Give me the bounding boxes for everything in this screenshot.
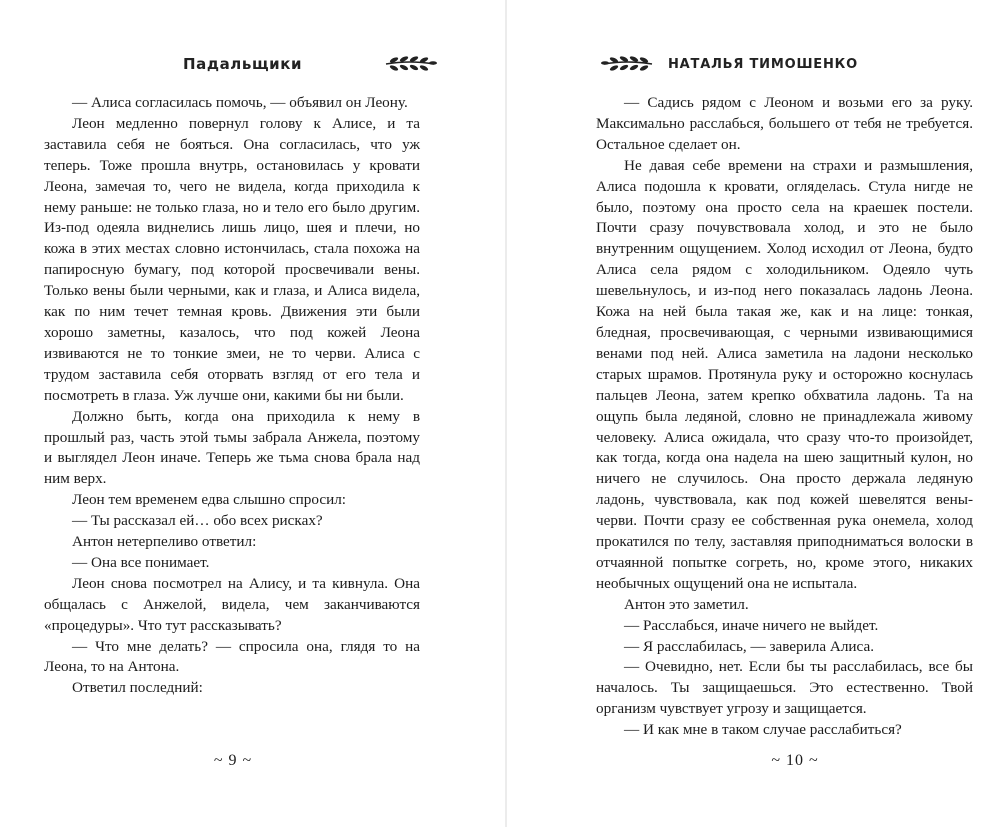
page-number-left: ~ 9 ~: [213, 752, 253, 769]
paragraph: Не давая себе времени на страхи и размышления, Алиса подошла к кровати, огляделась. Стула нигде не было, поэтому она просто села на краешек постели. Почти сразу почувствовала холод, и это не было внутренним ощущением. Холод исходил от Леона, будто Алиса села рядом с холодильником. Одеяло чуть шевельнулось, и из-под него показалась ладонь Леона. Кожа на ней была такая же, как и на лице: тонкая, бледная, просвечивающая, с черными извивающимися венами под ней. Алиса заметила на ладони несколько старых шрамов. Протянула руку и осторожно коснулась пальцев Леона, затем крепко обхватила ладонь. Та на ощупь была ледяной, словно не принадлежала живому человеку. Алиса ожидала, что сразу что-то произойдет, как тогда, когда она надела на шею защитный кулон, но ничего не случилось. Она просто держала ледяную ладонь, чувствовала, как под кожей шевелятся вены-черви. Почти сразу ее собственная рука онемела, холод прокатился по телу, заставляя приподниматься волоски в отчаянной попытке согреть, но, кроме этого, никаких необычных ощущений она не испытала.: [596, 156, 973, 592]
paragraph: — Я расслабилась, — заверила Алиса.: [624, 637, 875, 655]
paragraph: Должно быть, когда она приходила к нему в прошлый раз, часть этой тьмы забрала Анжела, поэтому и выглядел Леон иначе. Теперь же тьма снова брала над ним верх.: [44, 407, 420, 488]
running-head-right: [600, 52, 858, 76]
author-name: НАТАЛЬЯ ТИМОШЕНКО: [668, 56, 858, 72]
paragraph: Леон снова посмотрел на Алису, и та кивнула. Она общалась с Анжелой, видела, чем заканчиваются «процедуры». Что тут рассказывать?: [44, 574, 420, 634]
laurel-branch-ornament-icon: [600, 54, 656, 74]
paragraph: — Что мне делать? — спросила она, глядя то на Леона, то на Антона.: [44, 637, 420, 676]
paragraph: — Садись рядом с Леоном и возьми его за руку. Максимально расслабься, большего от тебя не требуется. Остальное сделает он.: [596, 94, 973, 153]
page-number-right: ~ 10 ~: [771, 752, 819, 769]
paragraph: — Очевидно, нет. Если бы ты расслабилась, все бы началось. Ты защищаешься. Это естественно. Твой организм чувствует угрозу и защищается.: [596, 658, 973, 718]
paragraph: — Алиса согласилась помочь, — объявил он Леону.: [72, 94, 408, 111]
paragraph: — Расслабься, иначе ничего не выйдет.: [624, 616, 879, 634]
right-page: [507, 0, 1008, 827]
book-title: Падальщики: [183, 55, 303, 73]
paragraph: Антон нетерпеливо ответил:: [72, 533, 257, 551]
paragraph: Ответил последний:: [72, 679, 203, 697]
running-head-left: [183, 52, 438, 76]
paragraph: — Она все понимает.: [72, 553, 210, 571]
paragraph: Леон тем временем едва слышно спросил:: [72, 491, 346, 509]
right-page-text: [596, 93, 973, 741]
left-page-text: [44, 93, 420, 699]
paragraph: Леон медленно повернул голову к Алисе, и та заставила себя не бояться. Она согласилась, что уж теперь. Тоже прошла внутрь, остановилась у кровати Леона, замечая то, чего не видела, когда приходила к нему раньше: не только глаза, но и тело его было другим. Из-под одеяла виднелись лишь лицо, шея и плечи, но кожа в этих местах словно истончилась, стала похожа на папиросную бумагу, под которой просвечивали вены. Только вены были черными, как и глаза, и Алиса видела, как по ним течет темная кровь. Движения эти были хорошо заметны, казалось, что под кожей Леона извиваются не то тонкие змеи, не то черви. Алиса с трудом заставила себя оторвать взгляд от его тела и посмотреть в глаза. Уж лучше они, какими бы ни были.: [44, 114, 420, 404]
paragraph: Антон это заметил.: [624, 595, 749, 613]
laurel-branch-ornament-icon: [382, 54, 438, 74]
paragraph: — И как мне в таком случае расслабиться?: [624, 721, 902, 739]
paragraph: — Ты рассказал ей… обо всех рисках?: [72, 512, 323, 530]
